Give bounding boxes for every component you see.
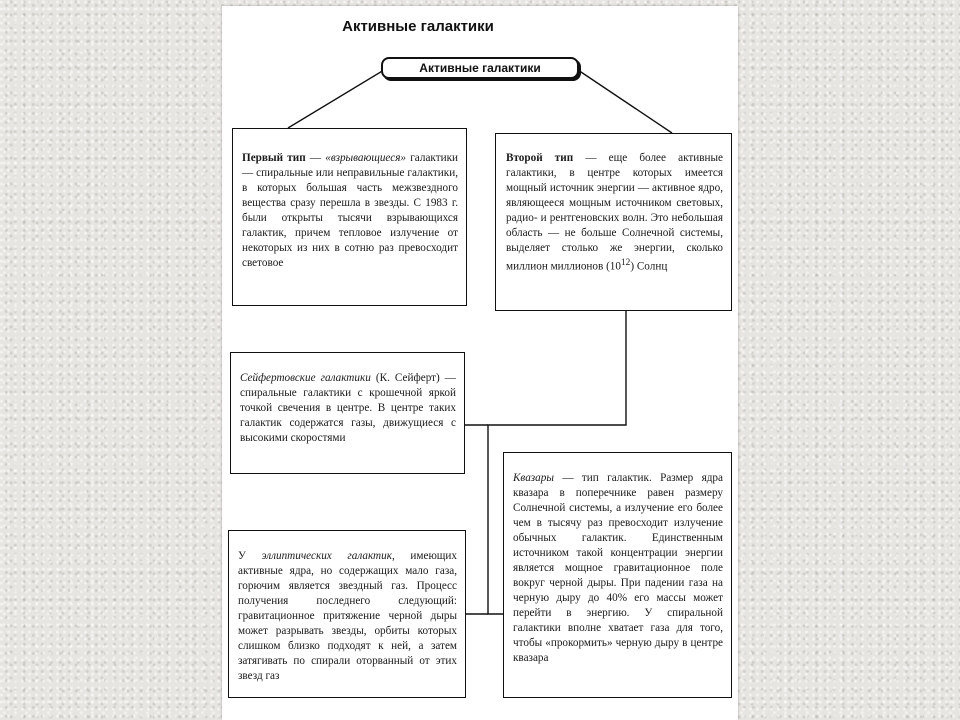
second-type-term: Второй тип [506,152,574,164]
node-elliptical-galaxies [228,530,466,698]
elliptical-term: эллиптических галактик [261,550,392,562]
second-type-exponent: 12 [620,258,631,268]
first-type-dash: — [305,152,326,164]
first-type-text: галактики — спиральные или неправильные галактики, в которых большая часть межзвездного вещества сразу перешла в звезды. С 1983 г. были открыты тысячи взрывающихся галактик, причем тепловое излучение от некоторых из них в сотню раз превосходит световое [242,152,459,269]
connector-root-to-second-type [578,70,672,133]
seyfert-text: (К. Сейферт) — спиральные галактики с крошечной яркой точкой свечения в центре. В центре таких галактик содержатся газы, движущиеся с высокими скоростями [240,372,456,444]
elliptical-prefix: У [238,550,262,562]
node-quasars [503,452,732,698]
node-seyfert-galaxies [230,352,465,474]
node-first-type [232,128,467,306]
quasars-text: — тип галактик. Размер ядра квазара в поперечнике равен размеру Солнечной системы, а излучение его более чем в тысячу раз превосходит излучение обычных галактик. Единственным источником такой концентрации энергии является мощное гравитационное поле вокруг черной дыры. При падении газа на черную дыру до 40% его массы может перейти в энергию. У спиральной галактики вполне хватает газа для того, чтобы «прокормить» черную дыру в центре квазара [513,472,723,664]
seyfert-term: Сейфертовские галактики [240,372,371,384]
second-type-text: — еще более активные галактики, в центре которых имеется мощный источник энергии — активное ядро, являющееся мощным источником световых, радио- и рентгеновских волн. Это небольшая область — не больше Солнечной системы, выделяет столько же энергии, сколько миллион миллионов (10 [506,152,723,273]
node-second-type [495,133,732,311]
first-type-term: Первый тип [242,152,306,164]
connector-root-to-first-type [288,70,384,128]
quasars-term: Квазары [513,472,554,484]
elliptical-text: , имеющих активные ядра, но содержащих мало газа, горючим является звездный газ. Процесс получения последнего следующий: гравитационное притяжение черной дыры может разрывать звезды, орбиты которых слишком близко подходят к ней, а затем затягивать по спирали оторванный от этих звезд газ [238,550,457,682]
page-title: Активные галактики [342,18,494,35]
first-type-subtitle: «взрывающиеся» [325,152,407,164]
root-node: Активные галактики [381,57,579,79]
second-type-tail: ) Солнц [630,260,668,273]
